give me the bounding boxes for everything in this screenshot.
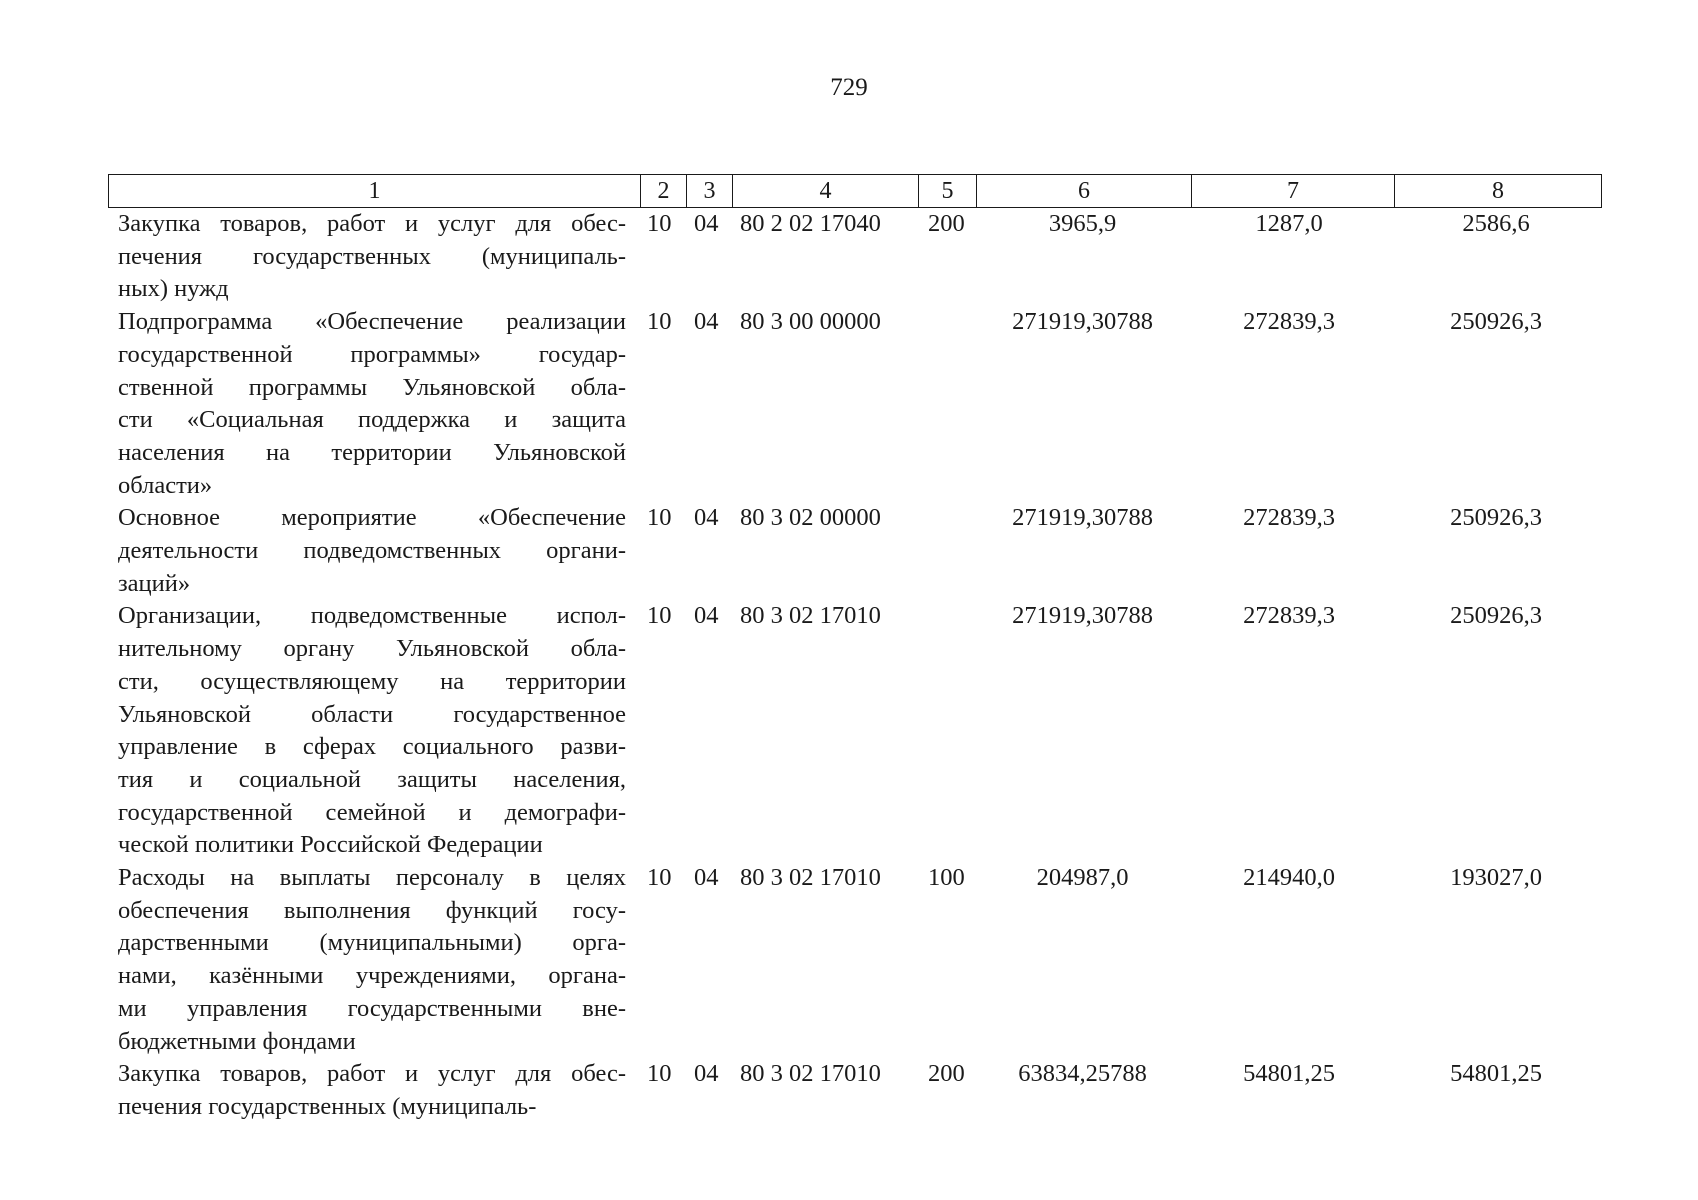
amount-col-8: 250926,3 — [1450, 504, 1542, 532]
subsection-code: 04 — [694, 602, 719, 630]
subsection-code: 04 — [694, 864, 719, 892]
target-article-code: 80 3 02 17010 — [740, 1060, 881, 1088]
target-article-code: 80 3 02 17010 — [740, 864, 881, 892]
section-code: 10 — [647, 504, 672, 532]
description-line: тия и социальной защиты населения, — [118, 765, 626, 793]
row-description — [118, 862, 626, 1058]
description-line: нами, казёнными учреждениями, органа- — [118, 962, 626, 990]
description-line: заций» — [118, 569, 191, 597]
description-line: Закупка товаров, работ и услуг для обес- — [118, 1060, 626, 1088]
amount-col-6: 204987,0 — [1036, 864, 1129, 892]
section-code: 10 — [647, 1060, 672, 1088]
header-col-3: 3 — [687, 175, 733, 208]
target-article-code: 80 3 02 17010 — [740, 602, 881, 630]
description-line: деятельности подведомственных органи- — [118, 537, 626, 565]
expense-type-code: 200 — [928, 1060, 965, 1088]
header-col-6: 6 — [977, 175, 1192, 208]
table-row — [0, 1058, 1698, 1123]
description-line: государственной программы» государ- — [118, 340, 626, 368]
description-line: населения на территории Ульяновской — [118, 438, 626, 466]
target-article-code: 80 2 02 17040 — [740, 210, 881, 237]
description-line: управление в сферах социального разви- — [118, 733, 626, 761]
description-line: обеспечения выполнения функций госу- — [118, 896, 626, 924]
amount-col-8: 193027,0 — [1450, 864, 1542, 892]
description-line: Основное мероприятие «Обеспечение — [118, 504, 626, 532]
row-description — [118, 600, 626, 862]
description-line: ственной программы Ульяновской обла- — [118, 373, 626, 401]
header-col-8: 8 — [1395, 175, 1602, 208]
amount-col-8: 54801,25 — [1450, 1060, 1542, 1088]
table-row — [0, 306, 1698, 502]
column-number-header — [108, 174, 1602, 208]
amount-col-7: 214940,0 — [1243, 864, 1335, 892]
description-line: дарственными (муниципальными) орга- — [118, 929, 626, 957]
expense-type-code: 200 — [928, 210, 965, 237]
description-line: Организации, подведомственные испол- — [118, 602, 626, 630]
amount-col-6: 3965,9 — [1048, 210, 1117, 237]
description-line: ных) нужд — [118, 275, 229, 303]
description-line: сти, осуществляющему на территории — [118, 667, 626, 695]
amount-col-7: 272839,3 — [1243, 308, 1335, 336]
description-line: Подпрограмма «Обеспечение реализации — [118, 308, 626, 336]
description-line: нительному органу Ульяновской обла- — [118, 635, 626, 663]
amount-col-6: 63834,25788 — [1018, 1060, 1147, 1088]
description-line: печения государственных (муниципаль- — [118, 242, 626, 270]
header-col-7: 7 — [1192, 175, 1395, 208]
description-line: печения государственных (муниципаль- — [118, 1092, 537, 1120]
subsection-code: 04 — [694, 308, 719, 336]
description-line: бюджетными фондами — [118, 1027, 356, 1055]
amount-col-8: 250926,3 — [1450, 602, 1542, 630]
row-description — [118, 208, 626, 306]
description-line: государственной семейной и демографи- — [118, 798, 626, 826]
section-code: 10 — [647, 864, 672, 892]
amount-col-7: 1287,0 — [1255, 210, 1323, 237]
table-row — [0, 862, 1698, 1058]
header-col-4: 4 — [733, 175, 919, 208]
description-line: ческой политики Российской Федерации — [118, 831, 543, 859]
description-line: Расходы на выплаты персоналу в целях — [118, 864, 626, 892]
description-line: сти «Социальная поддержка и защита — [118, 406, 626, 434]
subsection-code: 04 — [694, 210, 719, 237]
amount-col-6: 271919,30788 — [1012, 504, 1153, 532]
amount-col-7: 272839,3 — [1243, 602, 1335, 630]
subsection-code: 04 — [694, 504, 719, 532]
table-row — [0, 600, 1698, 862]
row-description — [118, 306, 626, 502]
description-line: ми управления государственными вне- — [118, 994, 626, 1022]
amount-col-6: 271919,30788 — [1012, 308, 1153, 336]
header-col-1: 1 — [109, 175, 641, 208]
amount-col-7: 272839,3 — [1243, 504, 1335, 532]
section-code: 10 — [647, 308, 672, 336]
row-description — [118, 1058, 626, 1123]
description-line: Ульяновской области государственное — [118, 700, 626, 728]
header-col-5: 5 — [919, 175, 977, 208]
table-row — [0, 208, 1698, 306]
description-line: Закупка товаров, работ и услуг для обес- — [118, 210, 626, 237]
section-code: 10 — [647, 602, 672, 630]
page-number: 729 — [830, 74, 868, 101]
target-article-code: 80 3 00 00000 — [740, 308, 881, 336]
expense-type-code: 100 — [928, 864, 965, 892]
target-article-code: 80 3 02 00000 — [740, 504, 881, 532]
budget-table-body — [0, 208, 1698, 1124]
amount-col-7: 54801,25 — [1243, 1060, 1335, 1088]
section-code: 10 — [647, 210, 672, 237]
description-line: области» — [118, 471, 213, 499]
amount-col-6: 271919,30788 — [1012, 602, 1153, 630]
subsection-code: 04 — [694, 1060, 719, 1088]
table-row — [0, 502, 1698, 600]
row-description — [118, 502, 626, 600]
header-col-2: 2 — [641, 175, 687, 208]
amount-col-8: 2586,6 — [1462, 210, 1530, 237]
amount-col-8: 250926,3 — [1450, 308, 1542, 336]
